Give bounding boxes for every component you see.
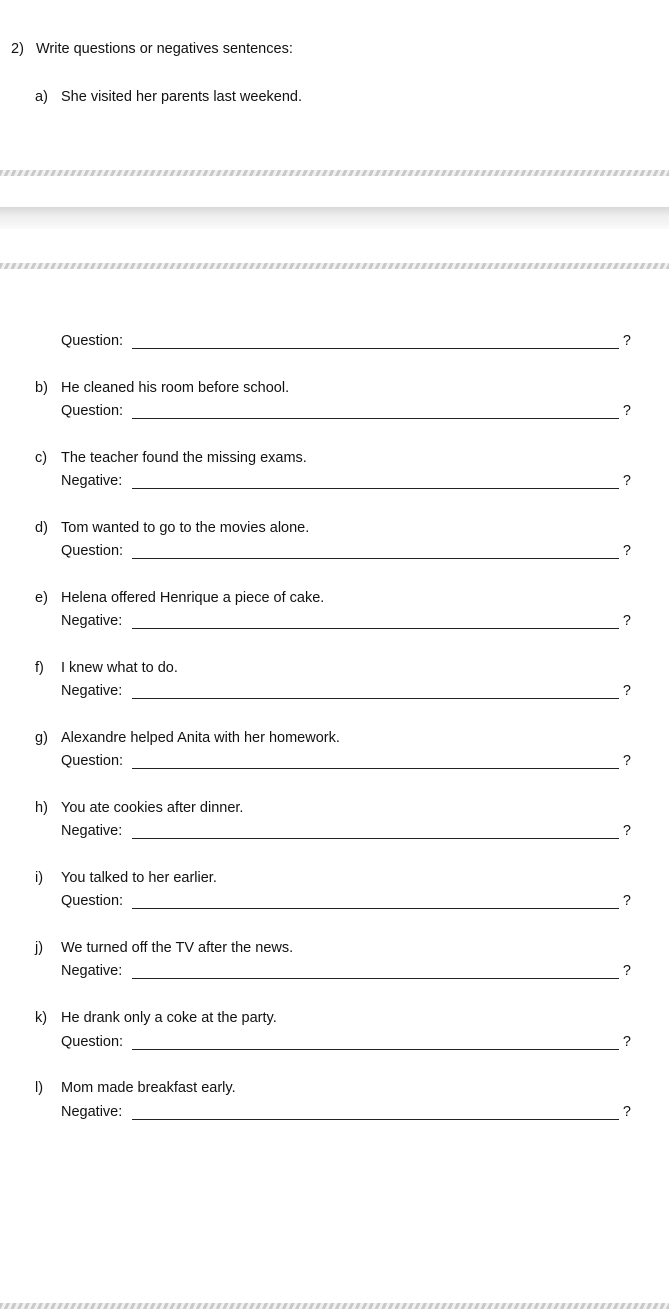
item-sentence: Tom wanted to go to the movies alone. xyxy=(61,520,310,536)
question-mark: ? xyxy=(622,823,631,839)
answer-blank-line[interactable] xyxy=(132,488,619,489)
item-label: j) xyxy=(35,940,44,956)
answer-blank-line[interactable] xyxy=(132,768,619,769)
item-sentence: You ate cookies after dinner. xyxy=(61,800,244,816)
item-label: e) xyxy=(35,590,48,606)
item-label: l) xyxy=(35,1080,44,1096)
item-label: g) xyxy=(35,730,48,746)
question-mark: ? xyxy=(622,543,631,559)
item-i-sentence xyxy=(35,870,217,886)
answer-kind-label: Question: xyxy=(61,333,124,349)
item-e-sentence xyxy=(35,590,324,606)
exercise-number: 2) xyxy=(11,41,24,57)
item-sentence: He cleaned his room before school. xyxy=(61,380,290,396)
item-sentence: She visited her parents last weekend. xyxy=(61,89,302,105)
answer-kind-label: Question: xyxy=(61,543,124,559)
answer-kind-label: Negative: xyxy=(61,473,123,489)
item-label: c) xyxy=(35,450,48,466)
answer-kind-label: Negative: xyxy=(61,613,123,629)
answer-blank-line[interactable] xyxy=(132,838,619,839)
question-mark: ? xyxy=(622,753,631,769)
question-mark: ? xyxy=(622,1104,631,1120)
item-sentence: We turned off the TV after the news. xyxy=(61,940,294,956)
item-sentence: I knew what to do. xyxy=(61,660,178,676)
answer-blank-line[interactable] xyxy=(132,418,619,419)
answer-row-i xyxy=(61,893,631,913)
item-g-sentence xyxy=(35,730,340,746)
answer-row-l xyxy=(61,1104,631,1124)
item-label: k) xyxy=(35,1010,48,1026)
item-label: d) xyxy=(35,520,48,536)
answer-blank-line[interactable] xyxy=(132,978,619,979)
item-sentence: The teacher found the missing exams. xyxy=(61,450,307,466)
question-mark: ? xyxy=(622,683,631,699)
question-mark: ? xyxy=(622,473,631,489)
item-sentence: He drank only a coke at the party. xyxy=(61,1010,277,1026)
answer-row-g xyxy=(61,753,631,773)
answer-row-f xyxy=(61,683,631,703)
answer-kind-label: Negative: xyxy=(61,963,123,979)
answer-blank-line[interactable] xyxy=(132,1049,619,1050)
item-l-sentence xyxy=(35,1080,236,1096)
question-mark: ? xyxy=(622,963,631,979)
item-k-sentence xyxy=(35,1010,277,1026)
answer-kind-label: Question: xyxy=(61,1034,124,1050)
answer-row-j xyxy=(61,963,631,983)
page-break-edge-top xyxy=(0,170,669,176)
item-sentence: Alexandre helped Anita with her homework. xyxy=(61,730,340,746)
answer-row-k xyxy=(61,1034,631,1054)
page-torn-edge-bottom xyxy=(0,1303,669,1309)
answer-blank-line[interactable] xyxy=(132,908,619,909)
item-h-sentence xyxy=(35,800,243,816)
answer-kind-label: Negative: xyxy=(61,1104,123,1120)
question-mark: ? xyxy=(622,613,631,629)
item-sentence: Helena offered Henrique a piece of cake. xyxy=(61,590,325,606)
question-mark: ? xyxy=(622,1034,631,1050)
item-j-sentence xyxy=(35,940,293,956)
answer-kind-label: Question: xyxy=(61,753,124,769)
answer-kind-label: Question: xyxy=(61,403,124,419)
question-mark: ? xyxy=(622,333,631,349)
answer-row-b xyxy=(61,403,631,423)
answer-row-h xyxy=(61,823,631,843)
item-a-sentence xyxy=(35,89,302,105)
answer-blank-line[interactable] xyxy=(132,1119,619,1120)
answer-blank-line[interactable] xyxy=(132,348,619,349)
item-label: a) xyxy=(35,89,48,105)
item-d-sentence xyxy=(35,520,309,536)
answer-kind-label: Negative: xyxy=(61,683,123,699)
answer-blank-line[interactable] xyxy=(132,558,619,559)
answer-row-a xyxy=(61,333,631,353)
item-f-sentence xyxy=(35,660,178,676)
page-break-edge-bottom xyxy=(0,263,669,269)
item-label: f) xyxy=(35,660,44,676)
answer-kind-label: Question: xyxy=(61,893,124,909)
item-sentence: You talked to her earlier. xyxy=(61,870,217,886)
exercise-instruction: Write questions or negatives sentences: xyxy=(36,41,293,57)
answer-kind-label: Negative: xyxy=(61,823,123,839)
answer-blank-line[interactable] xyxy=(132,698,619,699)
question-mark: ? xyxy=(622,893,631,909)
answer-row-c xyxy=(61,473,631,493)
item-sentence: Mom made breakfast early. xyxy=(61,1080,236,1096)
answer-row-d xyxy=(61,543,631,563)
answer-blank-line[interactable] xyxy=(132,628,619,629)
question-mark: ? xyxy=(622,403,631,419)
item-c-sentence xyxy=(35,450,307,466)
item-b-sentence xyxy=(35,380,289,396)
answer-row-e xyxy=(61,613,631,633)
item-label: h) xyxy=(35,800,48,816)
exercise-heading xyxy=(11,41,293,57)
item-label: i) xyxy=(35,870,44,886)
page-gap xyxy=(0,207,669,229)
item-label: b) xyxy=(35,380,48,396)
